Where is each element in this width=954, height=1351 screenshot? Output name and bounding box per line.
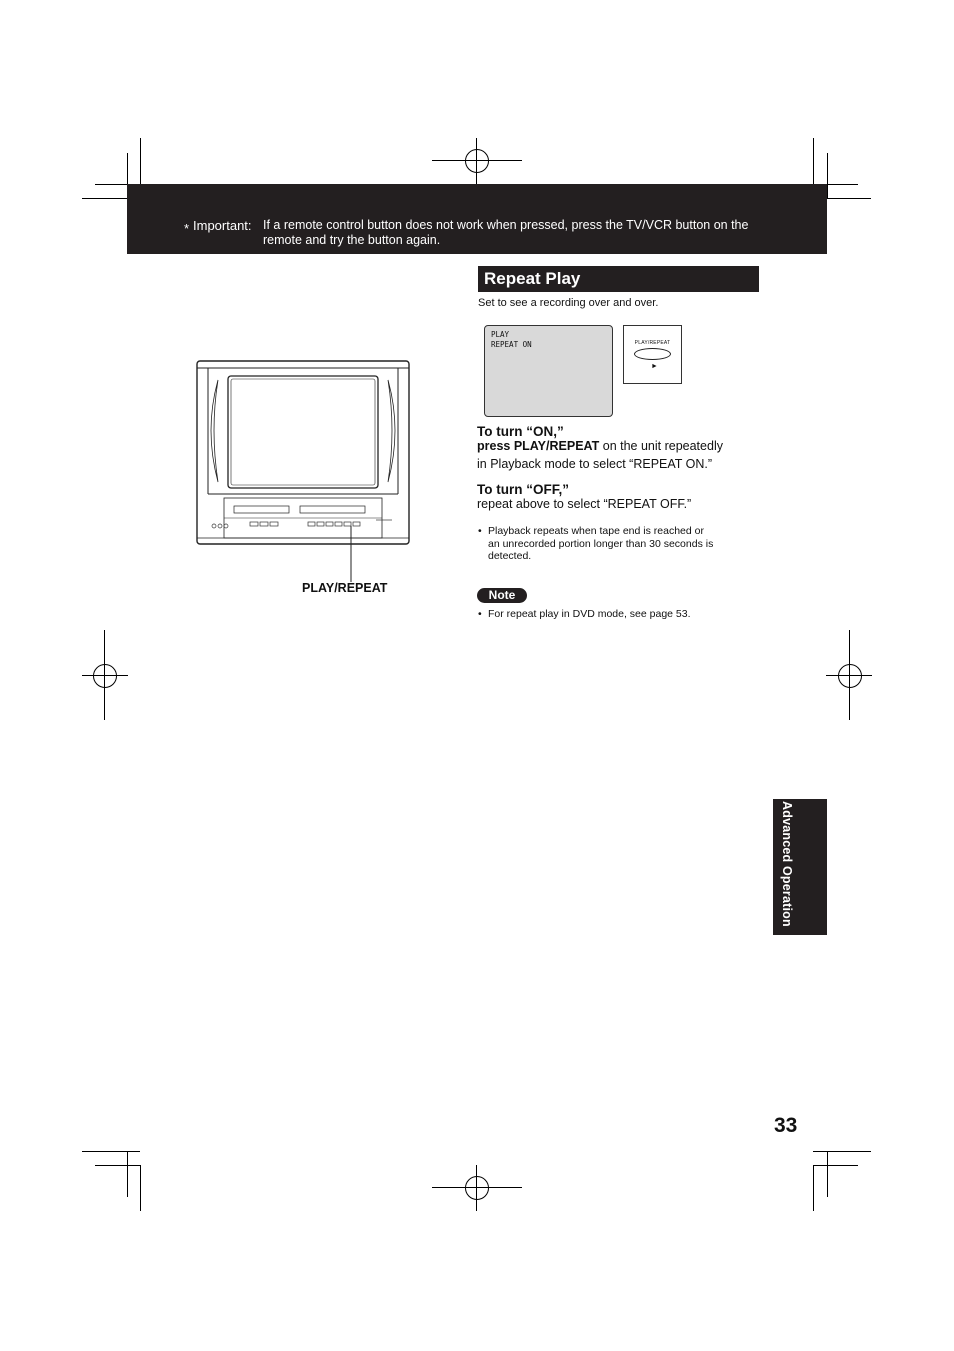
bullet-line-2: an unrecorded portion longer than 30 seconds is [488,538,714,550]
note-text: For repeat play in DVD mode, see page 53. [488,608,691,620]
turn-on-line-1 [477,439,723,453]
important-banner [127,184,827,254]
side-tab-label: Advanced Operation [780,801,794,927]
turn-off-heading: To turn “OFF,” [477,482,569,497]
note-bullet-mark: • [478,608,482,620]
osd-screen [484,325,613,417]
bullet-mark: • [478,525,482,537]
page-number: 33 [774,1114,798,1137]
play-repeat-remote-button [623,325,682,384]
turn-off-line: repeat above to select “REPEAT OFF.” [477,497,692,511]
turn-on-press-bold: press PLAY/REPEAT [477,439,600,453]
bullet-line-1: Playback repeats when tape end is reached or [488,525,704,537]
play-arrow-icon: ► [651,363,658,370]
asterisk-mark: * [184,221,190,236]
osd-line-play: PLAY [491,330,510,339]
remote-button-label: PLAY/REPEAT [634,340,671,346]
section-subtitle: Set to see a recording over and over. [478,297,659,309]
important-text-line-2: remote and try the button again. [263,233,441,247]
note-badge: Note [477,588,527,603]
important-text-line-1: If a remote control button does not work when pressed, press the TV/VCR button on the [263,218,749,232]
turn-on-line-1-rest: on the unit repeatedly [599,439,723,453]
tv-vcr-illustration-icon [196,360,410,585]
oval-button-icon [634,348,671,360]
turn-on-line-2: in Playback mode to select “REPEAT ON.” [477,457,713,471]
play-repeat-callout: PLAY/REPEAT [302,581,388,595]
osd-line-repeat: REPEAT ON [491,340,532,349]
turn-on-heading: To turn “ON,” [477,424,564,439]
side-tab [773,799,827,935]
bullet-line-3: detected. [488,550,532,562]
important-label: Important: [193,218,252,233]
section-title: Repeat Play [478,266,759,292]
